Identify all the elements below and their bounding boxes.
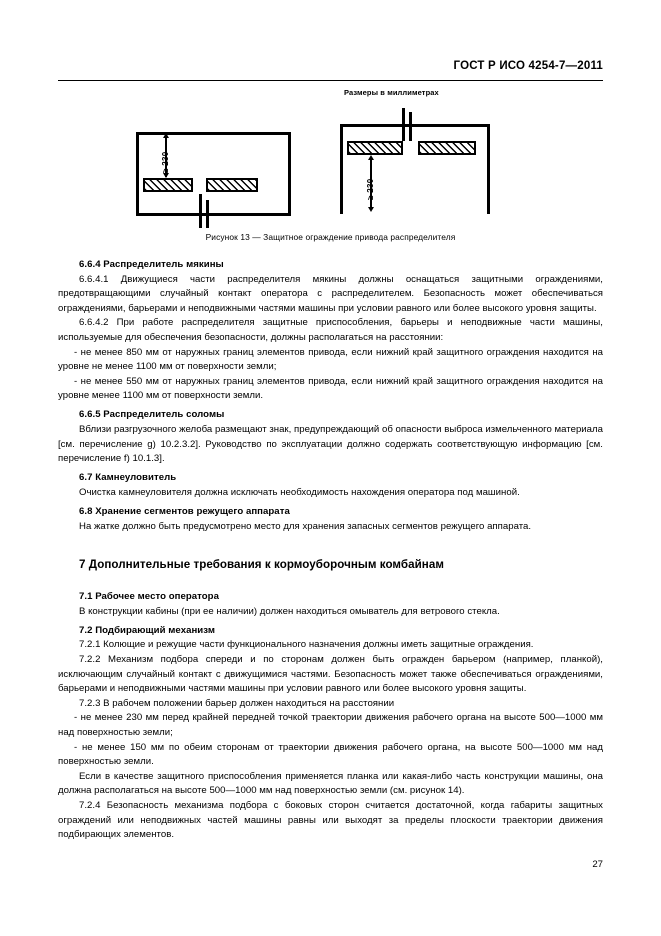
left-diagram-left-wall (136, 132, 139, 216)
heading-6-8: 6.8 Хранение сегментов режущего аппарата (79, 506, 290, 517)
paragraph-6-7: Очистка камнеуловителя должна исключать необходимость нахождения оператора под машиной. (79, 486, 520, 498)
left-diagram-guard-plate-2 (206, 178, 258, 192)
bullet-7-2-3-b: - не менее 150 мм по обеим сторонам от траектории движения рабочего органа, на высоте 500—1000 мм над поверхностью земли. (58, 741, 603, 768)
paragraph-7-1: В конструкции кабины (при ее наличии) должен находиться омыватель для ветрового стекла. (79, 605, 500, 617)
left-diagram-arrow-down (163, 173, 169, 178)
page-number: 27 (592, 859, 603, 870)
left-diagram-top-wall (136, 132, 291, 135)
right-diagram-right-wall (487, 124, 490, 214)
heading-6-6-5: 6.6.5 Распределитель соломы (79, 409, 225, 421)
right-diagram-left-wall (340, 124, 343, 214)
left-diagram-shaft-line-1 (199, 194, 202, 228)
bullet-6-6-4-2-b: - не менее 550 мм от наружных границ элементов привода, если нижний край защитного ограждения находится на уровне менее 1100 мм от поверхности земли. (58, 375, 603, 402)
right-diagram-shaft-line-1 (402, 108, 405, 141)
right-diagram-arrow-up (368, 155, 374, 160)
paragraph-7-2-1: 7.2.1 Колющие и режущие части функционального назначения должны иметь защитные ограждения. (79, 639, 534, 651)
left-diagram-guard-plate-1 (143, 178, 193, 192)
right-diagram-dimension-label: ≥ 230 (366, 178, 375, 200)
left-diagram-shaft-line-2 (206, 200, 209, 228)
heading-7-2: 7.2 Подбирающий механизм (79, 624, 215, 636)
paragraph-7-2-4: 7.2.4 Безопасность механизма подбора с боковых сторон считается достаточной, когда габариты защитных ограждений или неподвижных частей машины равны или выходят за пределы плоскости траектории движения подбирающих элементов. (58, 800, 603, 841)
right-diagram-top-wall (340, 124, 490, 127)
bullet-7-2-3-a: - не менее 230 мм перед крайней передней точкой траектории движения рабочего органа на высоте 500—1000 мм над поверхностью земли; (58, 712, 603, 739)
paragraph-6-8: На жатке должно быть предусмотрено место для хранения запасных сегментов режущего аппарата. (79, 520, 532, 532)
paragraph-7-2-2: 7.2.2 Механизм подбора спереди и по сторонам должен быть огражден барьером (например, планкой), исключающим случайный контакт с движущимися частями. Безопасность может также обеспечиваться ограждениями, барьерами и неподвижными частями машины при условии равного или более высокого уровня защиты. (58, 654, 603, 695)
figure-left-diagram (136, 108, 316, 233)
bullet-6-6-4-2-a: - не менее 850 мм от наружных границ элементов привода, если нижний край защитного ограждения находится на уровне не менее 1100 мм от поверхности земли; (58, 346, 603, 373)
heading-7-1: 7.1 Рабочее место оператора (79, 591, 219, 603)
heading-section-7: 7 Дополнительные требования к кормоуборочным комбайнам (79, 558, 444, 572)
left-diagram-bottom-wall (136, 213, 291, 216)
paragraph-6-6-4-1: 6.6.4.1 Движущиеся части распределителя мякины должны оснащаться защитными ограждениями, предотвращающими случайный контакт оператора с распределителем. Безопасность может обеспечиваться ограждениями, барьерами и неподвижными частями машины при условии равного или более высокого уровня защиты. (58, 273, 603, 314)
right-diagram-arrow-down (368, 207, 374, 212)
heading-6-6-4: 6.6.4 Распределитель мякины (79, 259, 224, 270)
right-diagram-guard-plate-2 (418, 141, 476, 155)
document-body (58, 258, 603, 843)
right-diagram-shaft-line-2 (409, 112, 412, 141)
paragraph-6-6-4-2: 6.6.4.2 При работе распределителя защитные приспособления, барьеры и неподвижные части машины, используемые для обеспечения безопасности, должны располагаться на расстоянии: (58, 317, 603, 343)
figure-right-diagram (340, 108, 510, 218)
figure-caption: Рисунок 13 — Защитное ограждение привода распределителя (205, 232, 456, 242)
left-diagram-arrow-up (163, 133, 169, 138)
left-diagram-right-wall (288, 132, 291, 216)
right-diagram-guard-plate-1 (347, 141, 403, 155)
paragraph-7-2-3: 7.2.3 В рабочем положении барьер должен находиться на расстоянии (79, 697, 395, 709)
header-divider (58, 80, 603, 81)
left-diagram-dimension-label: ≥ 230 (161, 151, 170, 173)
heading-6-7: 6.7 Камнеуловитель (79, 472, 177, 484)
page-header-standard-number: ГОСТ Р ИСО 4254-7—2011 (453, 60, 603, 72)
paragraph-7-2-3-note: Если в качестве защитного приспособления применяется планка или какая-либо часть конструкции машины, она должна располагаться на высоте 500—1000 мм над поверхностью земли (см. рисунок 14). (58, 770, 603, 797)
paragraph-6-6-5: Вблизи разгрузочного желоба размещают знак, предупреждающий об опасности выброса измельченного материала [см. перечисление g) 10.2.3.2]. Руководство по эксплуатации должно содержать соответствующую информацию [см. перечисление f) 10.1.3]. (58, 424, 604, 465)
figure-units-label: Размеры в миллиметрах (344, 88, 439, 97)
figure-13 (58, 86, 603, 241)
